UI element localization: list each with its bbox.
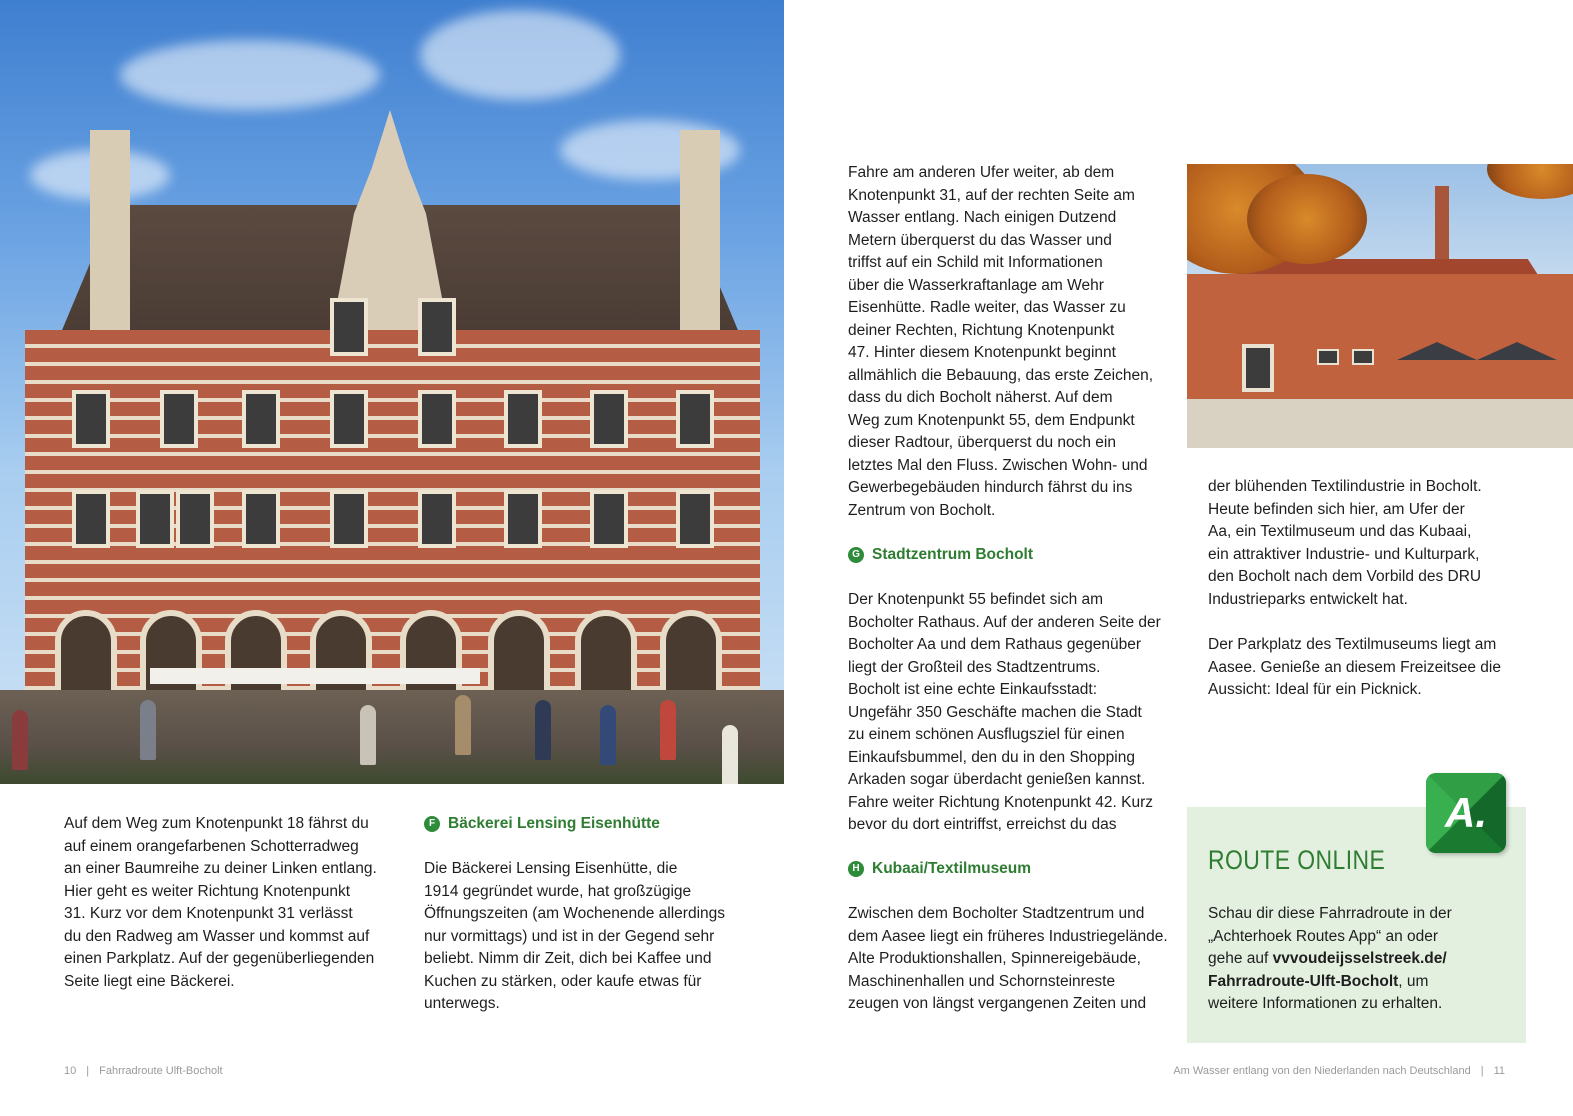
section-g-paragraph: Der Knotenpunkt 55 befindet sich am Bocholter Rathaus. Auf der anderen Seite der Bocholter Aa und dem Rathaus gegenüber liegt der Großteil des Stadtzentrums. Bocholt ist eine echte Einkaufsstadt: Ungefähr 350 Geschäfte machen die Stadt zu einem schönen Ausflugsziel für einen Einkaufsbummel, den du in den Shopping Arkaden sogar überdacht genießen kannst. Fahre weiter Richtung Knotenpunkt 42. Kurz bevor du dort eintriffst, erreichst du das	[848, 591, 1161, 833]
footer-left-title: Fahrradroute Ulft-Bocholt	[99, 1065, 223, 1077]
route-online-link[interactable]: vvvoudeijsselstreek.de/ Fahrradroute-Ulft-Bocholt	[1208, 950, 1447, 990]
section-h-title: Kubaai/Textilmuseum	[872, 860, 1032, 877]
intro-paragraph: Auf dem Weg zum Knotenpunkt 18 fährst du auf einem orangefarbenen Schotterradweg an einer Baumreihe zu deiner Linken entlang. Hier geht es weiter Richtung Knotenpunkt 31. Kurz vor dem Knotenpunkt 31 verlässt du den Radweg am Wasser und kommst auf einen Parkplatz. Auf der gegenüberliegenden Seite liegt eine Bäckerei.	[64, 815, 377, 990]
section-f-paragraph: Die Bäckerei Lensing Eisenhütte, die 1914 gegründet wurde, hat großzügige Öffnungszeiten (am Wochenende allerdings nur vormittags) und ist in der Gegend sehr beliebt. Nimm dir Zeit, dich bei Kaffee und Kuchen zu stärken, oder kaufe etwas für unterwegs.	[424, 860, 726, 1012]
achterhoek-app-icon	[1426, 773, 1506, 853]
footer-left	[64, 1065, 223, 1077]
section-g-heading	[848, 544, 1033, 566]
footer-right	[1173, 1065, 1505, 1077]
route-online-paragraph	[1208, 903, 1513, 1016]
column2-paragraph-a: der blühenden Textilindustrie in Bocholt. Heute befinden sich hier, am Ufer der Aa, ein Textilmuseum und das Kubaai, ein attraktiver Industrie- und Kulturpark, den Bocholt nach dem Vorbild des DRU Industrieparks entwickelt hat.	[1208, 478, 1482, 608]
section-f-title: Bäckerei Lensing Eisenhütte	[448, 815, 660, 832]
footer-left-page-number: 10	[64, 1065, 77, 1077]
section-g-title: Stadtzentrum Bocholt	[872, 546, 1034, 563]
textile-museum-photo	[1187, 164, 1573, 448]
section-f-badge: F	[424, 816, 440, 832]
section-h-paragraph: Zwischen dem Bocholter Stadtzentrum und dem Aasee liegt ein früheres Industriegelände. Alte Produktionshallen, Spinnereigebäude, Maschinenhallen und Schornsteinreste zeugen von längst vergangenen Zeiten und	[848, 905, 1168, 1012]
route-online-text-after: , um weitere Informationen zu erhalten.	[1208, 972, 1443, 1012]
app-icon-letter: A.	[1445, 789, 1487, 836]
footer-right-separator: |	[1480, 1065, 1484, 1077]
route-online-text-before: Schau dir diese Fahrradroute in der „Achterhoek Routes App“ an oder gehe auf	[1208, 905, 1452, 967]
footer-right-title: Am Wasser entlang von den Niederlanden nach Deutschland	[1173, 1065, 1471, 1077]
townhall-photo	[0, 0, 784, 784]
section-g-badge: G	[848, 547, 864, 563]
route-online-title: ROUTE ONLINE	[1208, 845, 1386, 875]
footer-left-separator: |	[86, 1065, 90, 1077]
column1-paragraph: Fahre am anderen Ufer weiter, ab dem Knotenpunkt 31, auf der rechten Seite am Wasser entlang. Nach einigen Dutzend Metern überquerst du das Wasser und triffst auf ein Schild mit Informationen über die Wasserkraftanlage am Wehr Eisenhütte. Radle weiter, das Wasser zu deiner Rechten, Richtung Knotenpunkt 47. Hinter diesem Knotenpunkt beginnt allmählich die Bebauung, das erste Zeichen, dass du dich Bocholt näherst. Auf dem Weg zum Knotenpunkt 55, dem Endpunkt dieser Radtour, überquerst du noch ein letztes Mal den Fluss. Zwischen Wohn- und Gewerbegebäuden hindurch fährst du ins Zentrum von Bocholt.	[848, 164, 1154, 519]
section-f-heading	[424, 813, 660, 835]
footer-right-page-number: 11	[1493, 1065, 1505, 1077]
column2-paragraph-b: Der Parkplatz des Textilmuseums liegt am Aasee. Genieße an diesem Freizeitsee die Aussicht: Ideal für ein Picknick.	[1208, 636, 1501, 698]
section-h-badge: H	[848, 861, 864, 877]
section-h-heading	[848, 858, 1031, 880]
